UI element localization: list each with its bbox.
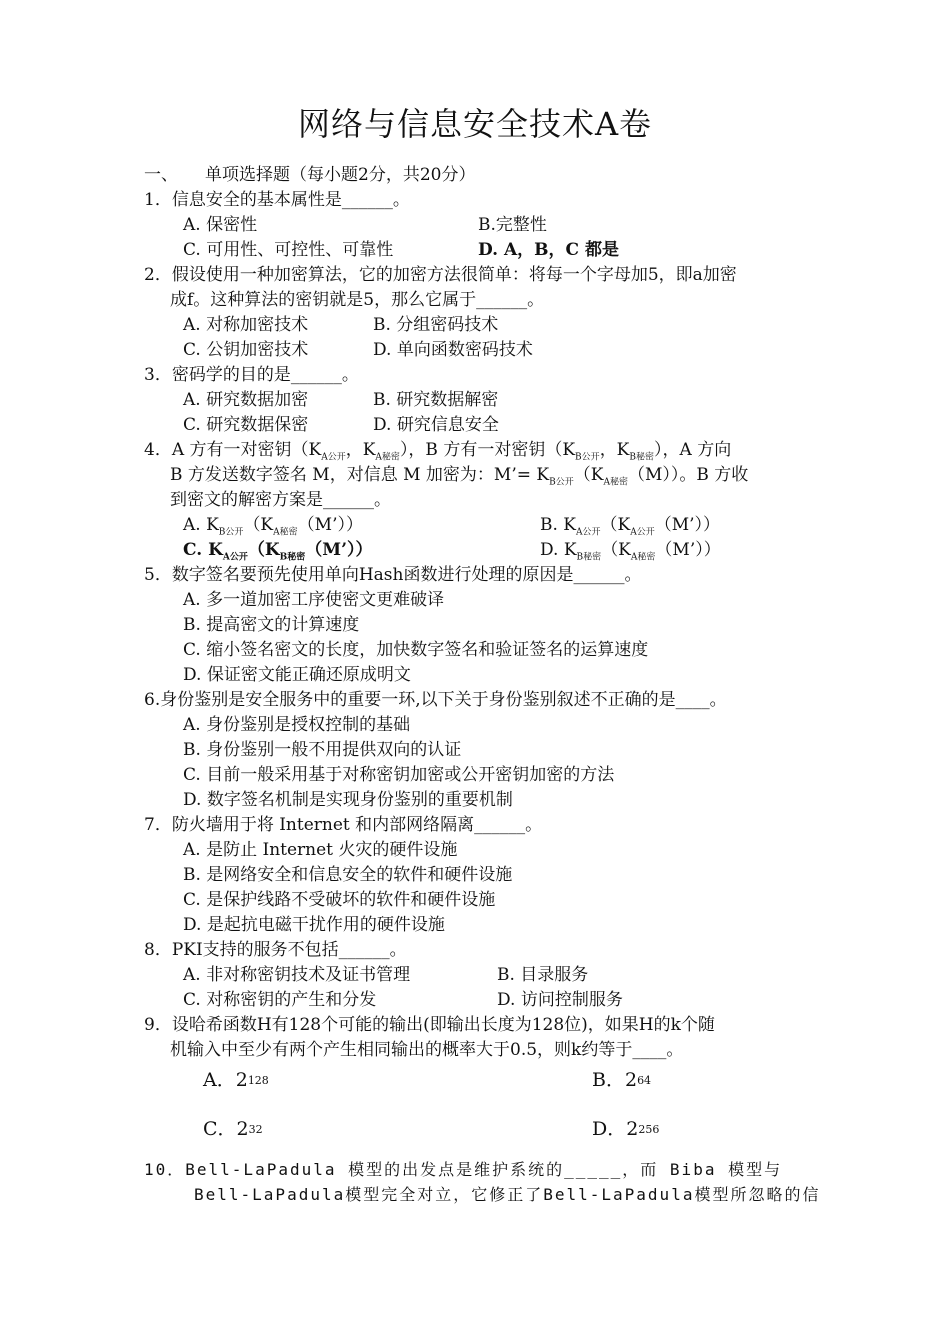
q4-stem-line2: B 方发送数字签名 M，对信息 M 加密为：M’= $K_{B公开}(K_{A秘密}(M))$。B 方收 bbox=[170, 465, 749, 488]
q8-option-a: A. 非对称密钥技术及证书管理 bbox=[183, 965, 411, 985]
q5-stem: 5．数字签名要预先使用单向Hash函数进行处理的原因是______。 bbox=[144, 565, 642, 585]
q3-stem: 3．密码学的目的是______。 bbox=[144, 365, 359, 385]
q9-option-d: D．2256 bbox=[592, 1118, 660, 1140]
q4-stem-line1: 4．A 方有一对密钥（$K_{A公开}$，$K_{A秘密}$），B 方有一对密钥（$K_{B公开}$，$K_{B秘密}$），A 方向 bbox=[144, 440, 732, 463]
q10-stem-line2: Bell-LaPadula模型完全对立，它修正了Bell-LaPadula模型所忽略的信 bbox=[194, 1185, 821, 1204]
q1-stem: 1．信息安全的基本属性是______。 bbox=[144, 190, 410, 210]
q5-option-a: A. 多一道加密工序使密文更难破译 bbox=[183, 590, 445, 610]
q2-option-a: A. 对称加密技术 bbox=[183, 315, 309, 335]
section-number: 一、 bbox=[144, 165, 178, 185]
q8-stem: 8．PKI支持的服务不包括______。 bbox=[144, 940, 407, 960]
q6-option-c: C. 目前一般采用基于对称密钥加密或公开密钥加密的方法 bbox=[183, 765, 615, 785]
q4-stem-line3: 到密文的解密方案是______。 bbox=[170, 490, 391, 510]
q1-option-a: A. 保密性 bbox=[183, 215, 258, 235]
q7-stem: 7．防火墙用于将 Internet 和内部网络隔离______。 bbox=[144, 815, 543, 835]
q5-option-b: B. 提高密文的计算速度 bbox=[183, 615, 360, 635]
q8-option-b: B. 目录服务 bbox=[497, 965, 589, 985]
q7-option-a: A. 是防止 Internet 火灾的硬件设施 bbox=[183, 840, 458, 860]
q1-option-b: B.完整性 bbox=[478, 215, 547, 235]
section-heading: 单项选择题（每小题2分，共20分） bbox=[205, 165, 476, 185]
q2-option-c: C. 公钥加密技术 bbox=[183, 340, 309, 360]
q7-option-c: C. 是保护线路不受破坏的软件和硬件设施 bbox=[183, 890, 496, 910]
q6-stem: 6.身份鉴别是安全服务中的重要一环,以下关于身份鉴别叙述不正确的是____。 bbox=[144, 690, 727, 710]
q1-option-d: D. A，B，C 都是 bbox=[478, 240, 619, 260]
q3-option-a: A. 研究数据加密 bbox=[183, 390, 309, 410]
q3-option-b: B. 研究数据解密 bbox=[373, 390, 499, 410]
q8-option-d: D. 访问控制服务 bbox=[497, 990, 623, 1010]
q6-option-b: B. 身份鉴别一般不用提供双向的认证 bbox=[183, 740, 462, 760]
q4-option-d: D. $K_{B秘密}(K_{A秘密}(M’))$ bbox=[540, 540, 721, 563]
q2-option-d: D. 单向函数密码技术 bbox=[373, 340, 533, 360]
q10-stem-line1: 10．Bell-LaPadula 模型的出发点是维护系统的_____，而 Biba 模型与 bbox=[144, 1160, 783, 1179]
q2-stem-line2: 成f。这种算法的密钥就是5，那么它属于______。 bbox=[170, 290, 545, 310]
page-title: 网络与信息安全技术A卷 bbox=[297, 105, 653, 143]
q9-option-a: A．2128 bbox=[203, 1069, 269, 1091]
q4-option-b: B. $K_{A公开}(K_{A公开}(M’))$ bbox=[540, 515, 721, 538]
q9-stem-line1: 9．设哈希函数H有128个可能的输出(即输出长度为128位)，如果H的k个随 bbox=[144, 1015, 715, 1035]
q7-option-d: D. 是起抗电磁干扰作用的硬件设施 bbox=[183, 915, 445, 935]
q8-option-c: C. 对称密钥的产生和分发 bbox=[183, 990, 377, 1010]
q9-stem-line2: 机输入中至少有两个产生相同输出的概率大于0.5，则k约等于____。 bbox=[170, 1040, 684, 1060]
q1-option-c: C. 可用性、可控性、可靠性 bbox=[183, 240, 394, 260]
q9-option-c: C．232 bbox=[203, 1118, 263, 1140]
q3-option-d: D. 研究信息安全 bbox=[373, 415, 499, 435]
q3-option-c: C. 研究数据保密 bbox=[183, 415, 309, 435]
q4-option-c: C. $K_{A公开}(K_{B秘密}(M’))$ bbox=[183, 540, 373, 563]
q2-option-b: B. 分组密码技术 bbox=[373, 315, 499, 335]
q5-option-d: D. 保证密文能正确还原成明文 bbox=[183, 665, 411, 685]
q6-option-d: D. 数字签名机制是实现身份鉴别的重要机制 bbox=[183, 790, 513, 810]
q6-option-a: A. 身份鉴别是授权控制的基础 bbox=[183, 715, 411, 735]
q2-stem-line1: 2．假设使用一种加密算法，它的加密方法很简单：将每一个字母加5，即a加密 bbox=[144, 265, 737, 285]
q7-option-b: B. 是网络安全和信息安全的软件和硬件设施 bbox=[183, 865, 513, 885]
q9-option-b: B．264 bbox=[592, 1069, 652, 1091]
q5-option-c: C. 缩小签名密文的长度，加快数字签名和验证签名的运算速度 bbox=[183, 640, 649, 660]
q4-option-a: A. $K_{B公开}(K_{A秘密}(M’))$ bbox=[183, 515, 363, 538]
